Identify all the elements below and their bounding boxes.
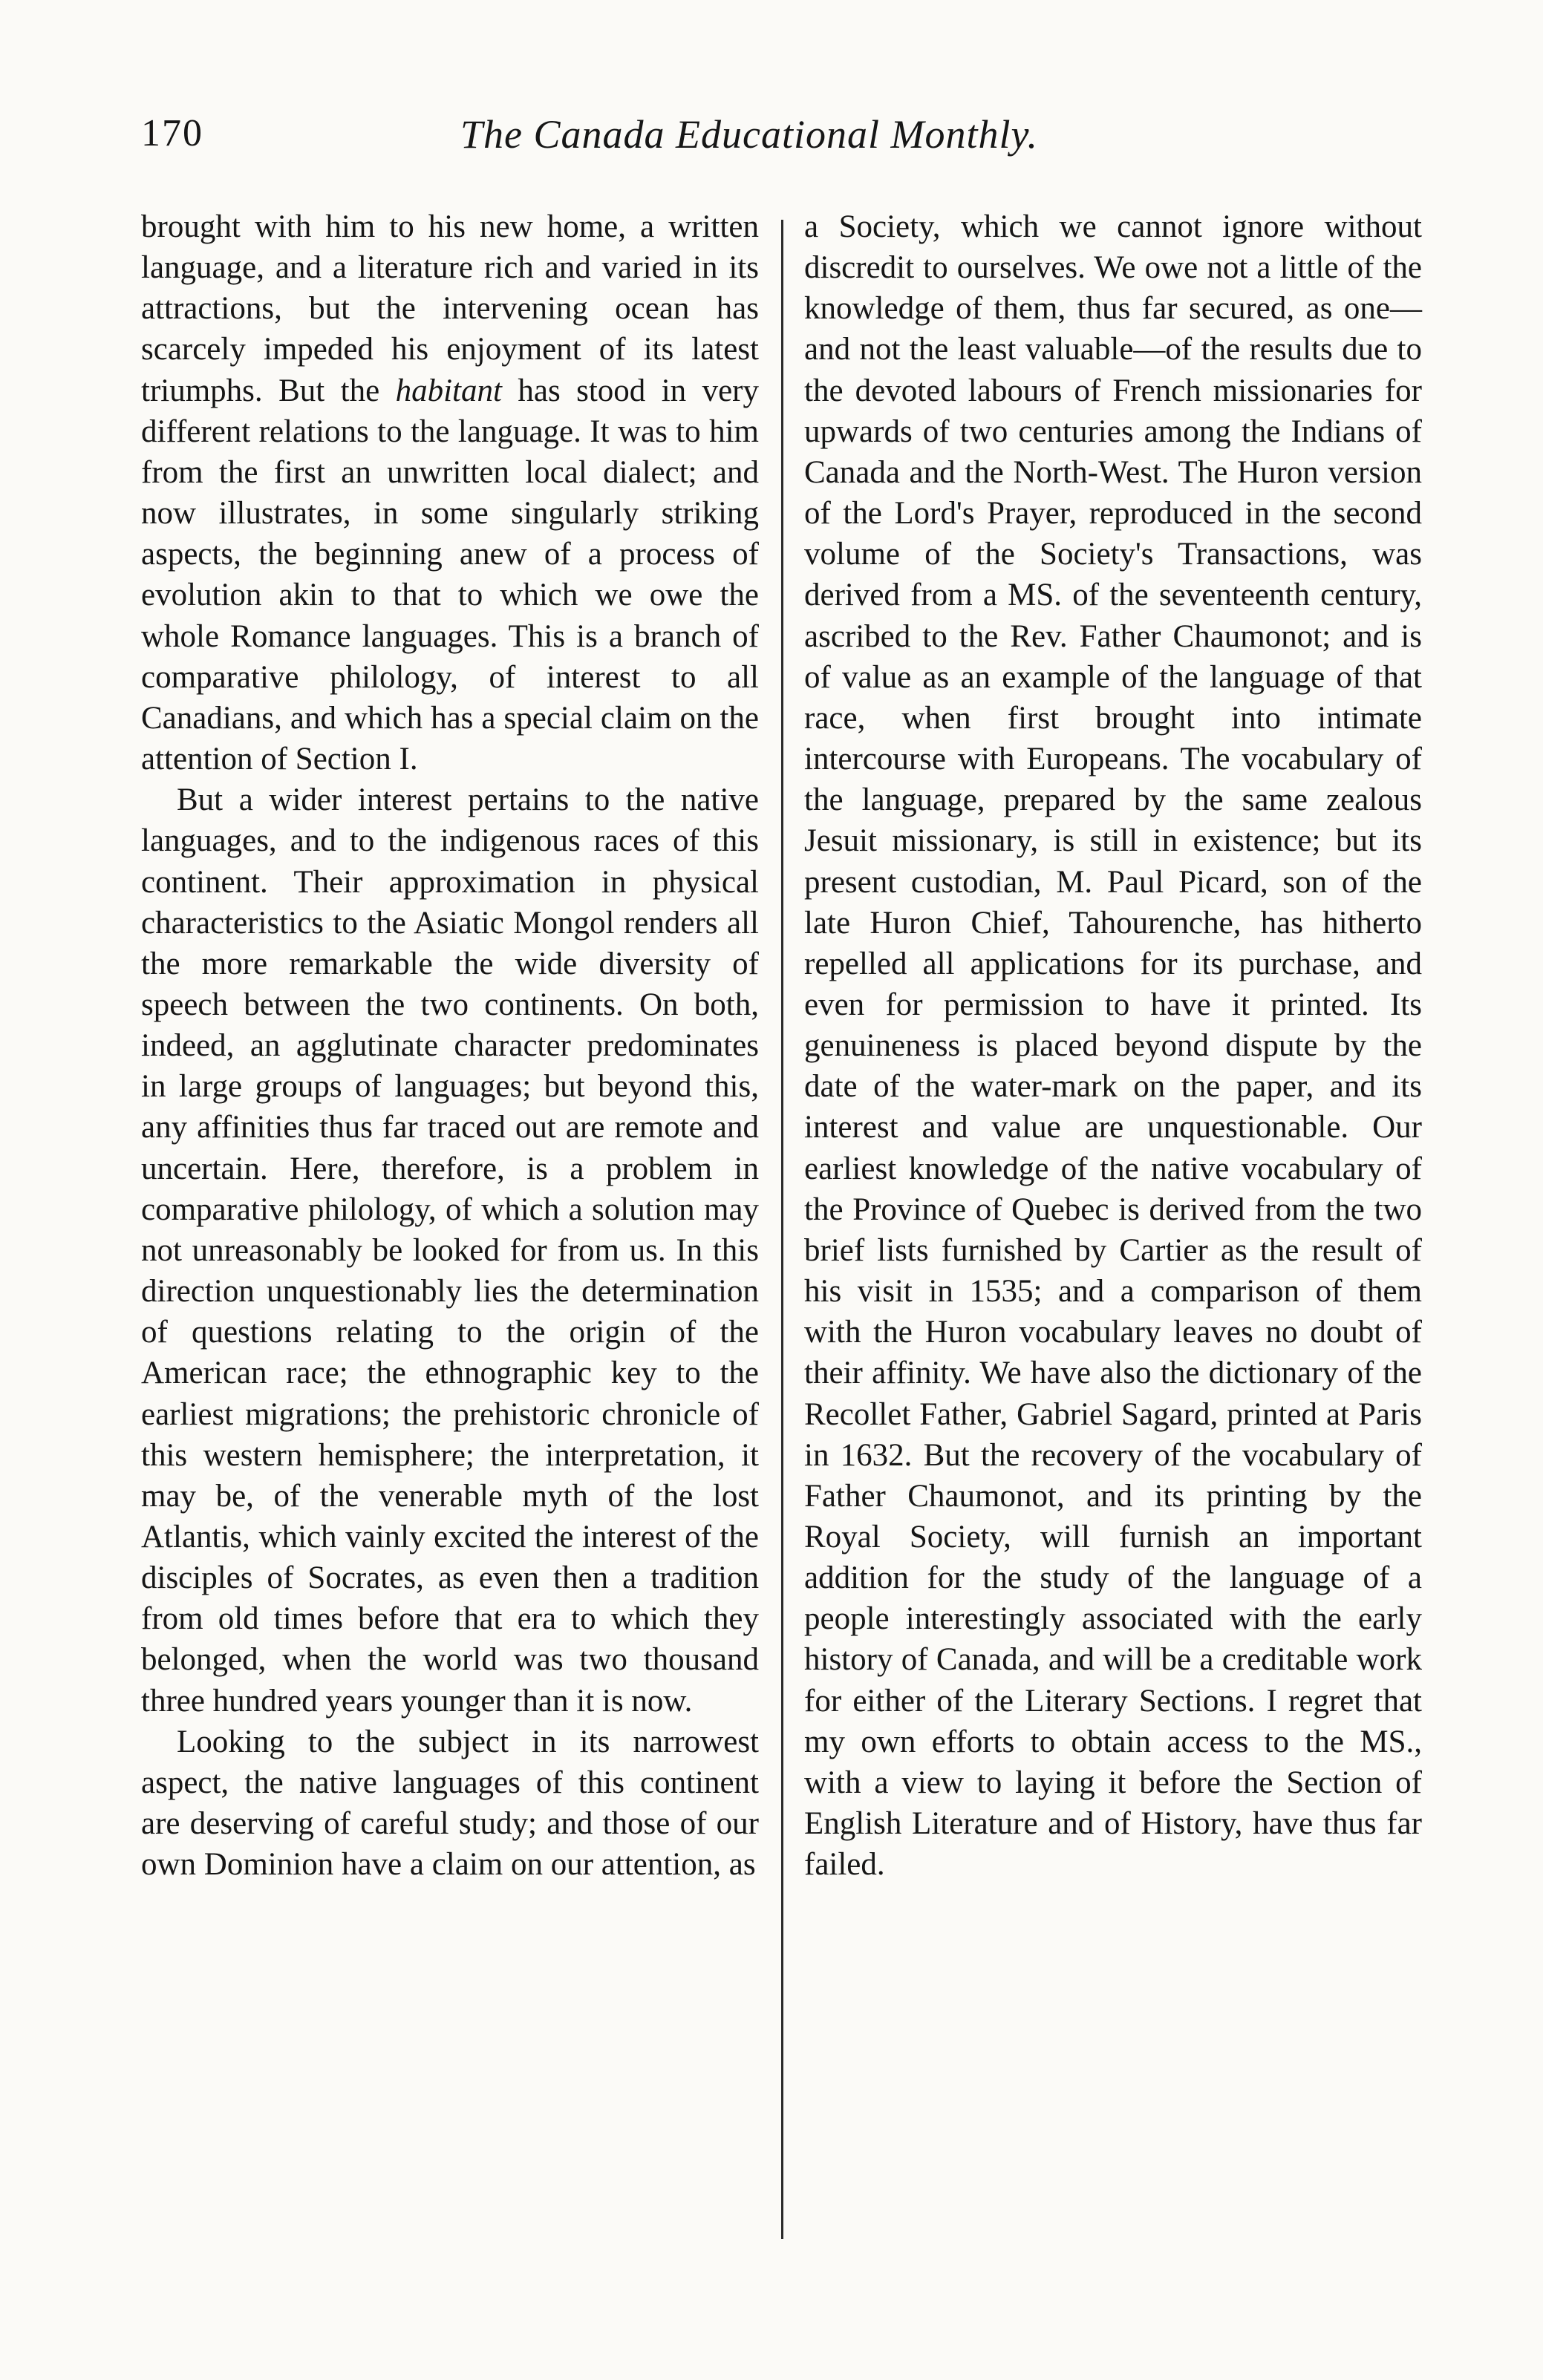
page-number: 170 xyxy=(141,112,203,154)
left-column xyxy=(141,206,759,1885)
habitant-italic: habitant xyxy=(395,373,502,408)
paragraph-1 xyxy=(141,206,759,779)
right-column xyxy=(804,206,1422,1885)
paragraph-3: Looking to the subject in its narrowest aspect, the native languages of this continent are deserving of careful study; and those of our own Dominion have a claim on our attention, as xyxy=(141,1724,759,1883)
paragraph-4: a Society, which we cannot ignore without discredit to ourselves. We owe not a little of the knowledge of them, thus far secured, as one—and not the least valuable—of the results due to the devoted labours of French missionaries for upwards of two centuries among the Indians of Canada and the North-West. The Huron version of the Lord's Prayer, reproduced in the second volume of the Society's Transactions, was derived from a MS. of the seventeenth century, ascribed to the Rev. Father Chaumonot; and is of value as an example of the language of that race, when first brought into intimate intercourse with Europeans. The vocabulary of the language, prepared by the same zealous Jesuit missionary, is still in existence; but its present custodian, M. Paul Picard, son of the late Huron Chief, Tahourenche, has hitherto repelled all applications for its purchase, and even for permission to have it printed. Its genuineness is placed beyond dispute by the date of the water-mark on the paper, and its interest and value are unquestionable. Our earliest knowledge of the native vocabulary of the Province of Quebec is derived from the two brief lists furnished by Cartier as the result of his visit in 1535; and a comparison of them with the Huron vocabulary leaves no doubt of their affinity. We have also the dictionary of the Recollet Father, Gabriel Sagard, printed at Paris in 1632. But the recovery of the vocabulary of Father Chaumonot, and its printing by the Royal Society, will furnish an important addition for the study of the language of a people interestingly associated with the early history of Canada, and will be a creditable work for either of the Literary Sections. I regret that my own efforts to obtain access to the MS., with a view to laying it before the Section of English Literature and of History, have thus far failed. xyxy=(804,209,1422,1883)
paragraph-1-text-b: has stood in very different relations to the language. It was to him from the first an unwritten local dialect; and now illustrates, in some singularly striking aspects, the beginning anew of a process of evolution akin to that to which we owe the whole Romance languages. This is a branch of comparative philology, of interest to all Canadians, and which has a special claim on the attention of Section I. xyxy=(141,373,759,777)
paragraph-1-text-a: brought with him to his new home, a written language, and a literature rich and varied in its attractions, but the intervening ocean has scarcely impeded his enjoyment of its latest triumphs. But the xyxy=(141,209,759,408)
running-head xyxy=(141,111,1418,171)
column-divider xyxy=(781,220,783,2239)
paragraph-2: But a wider interest pertains to the native languages, and to the indigenous races of this continent. Their approximation in physical characteristics to the Asiatic Mongol renders all the more remarkable the wide diversity of speech between the two continents. On both, indeed, an agglutinate character predominates in large groups of languages; but beyond this, any affinities thus far traced out are remote and uncertain. Here, therefore, is a problem in comparative philology, of which a solution may not unreasonably be looked for from us. In this direction unquestionably lies the determination of questions relating to the origin of the American race; the ethnographic key to the earliest migrations; the prehistoric chronicle of this western hemisphere; the interpretation, it may be, of the venerable myth of the lost Atlantis, which vainly excited the interest of the disciples of Socrates, as even then a tradition from old times before that era to which they belonged, when the world was two thousand three hundred years younger than it is now. xyxy=(141,782,759,1719)
journal-title: The Canada Educational Monthly. xyxy=(460,112,1038,157)
